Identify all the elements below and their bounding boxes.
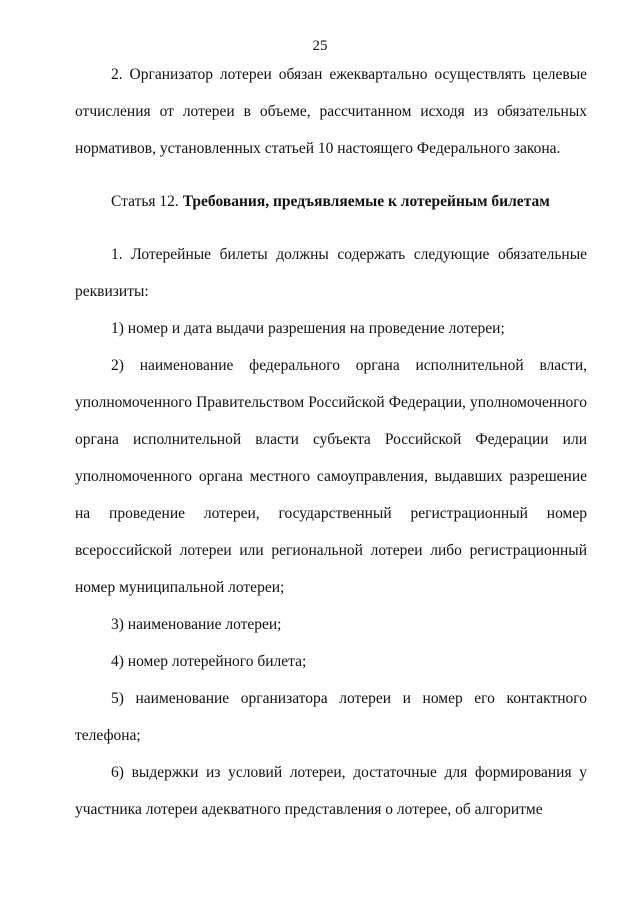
list-item-6: 6) выдержки из условий лотереи, достаточные для формирования у участника лотереи адекватного представления о лотерее, об алгоритме bbox=[75, 764, 587, 818]
article-title: Требования, предъявляемые к лотерейным билетам bbox=[182, 193, 550, 210]
article-heading bbox=[75, 183, 587, 220]
article-label: Статья 12. bbox=[111, 193, 179, 210]
list-item-4: 4) номер лотерейного билета; bbox=[111, 653, 307, 670]
page-number: 25 bbox=[312, 38, 328, 54]
document-body bbox=[75, 56, 587, 828]
list-item-3: 3) наименование лотереи; bbox=[111, 616, 282, 633]
list-item-5: 5) наименование организатора лотереи и номер его контактного телефона; bbox=[75, 690, 587, 744]
paragraph-targeted-deductions: 2. Организатор лотереи обязан ежеквартально осуществлять целевые отчисления от лотереи в объеме, рассчитанном исходя из обязательных нормативов, установленных статьей 10 настоящего Федерального закона. bbox=[75, 66, 587, 157]
list-item-1: 1) номер и дата выдачи разрешения на проведение лотереи; bbox=[111, 320, 505, 337]
paragraph-requisites-intro: 1. Лотерейные билеты должны содержать следующие обязательные реквизиты: bbox=[75, 246, 587, 300]
list-item-2: 2) наименование федерального органа исполнительной власти, уполномоченного Правительством Российской Федерации, уполномоченного органа исполнительной власти субъекта Российской Федерации или уполномоченного органа местного самоуправления, выдавших разрешение на проведение лотереи, государственный регистрационный номер всероссийской лотереи или региональной лотереи либо регистрационный номер муниципальной лотереи; bbox=[75, 357, 587, 596]
